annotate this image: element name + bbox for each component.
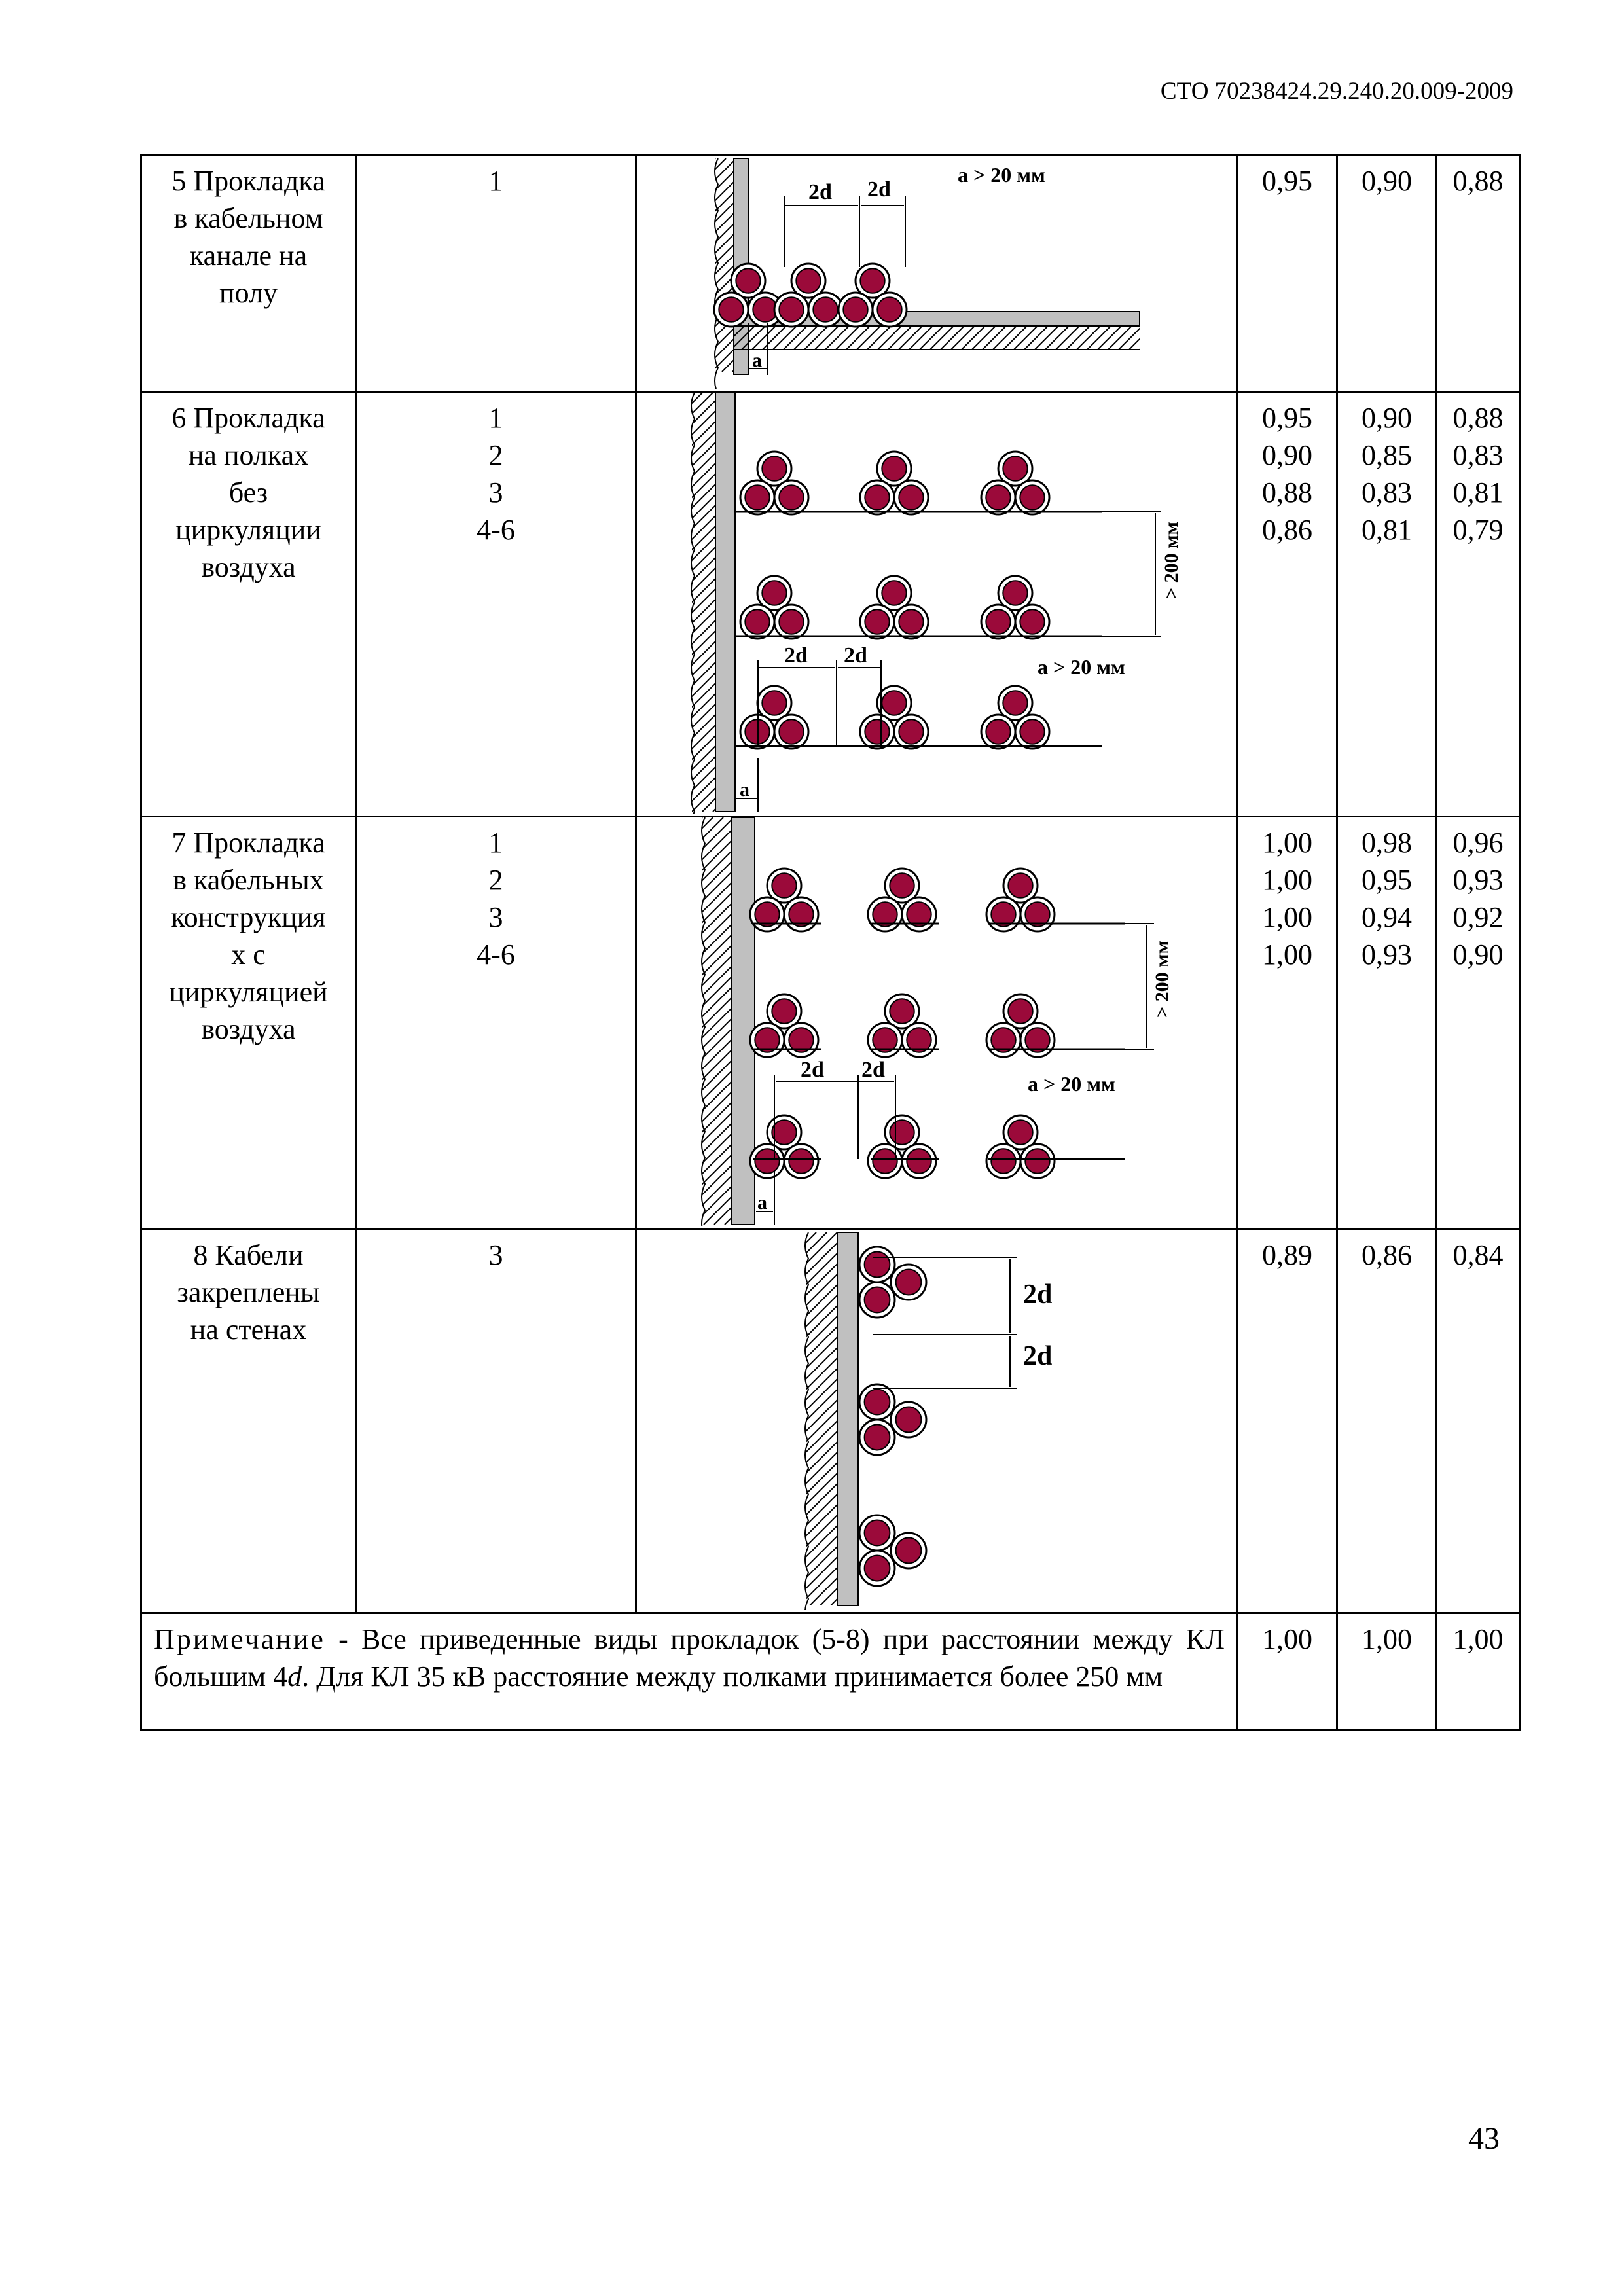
two-d-label: 2d (808, 180, 832, 204)
floor-hatch (710, 326, 1184, 350)
count-value: 2 (488, 864, 503, 896)
coef-value: 0,79 (1453, 514, 1504, 546)
coef-value: 0,96 (1453, 827, 1504, 859)
coef-value: 0,95 (1362, 864, 1412, 896)
count-value: 3 (488, 476, 503, 509)
two-d-label: 2d (784, 643, 808, 668)
gap-min-label: a > 20 мм (958, 163, 1045, 187)
note-italic: d (287, 1660, 302, 1693)
table-row-8 (141, 1229, 1520, 1613)
coef-col-2 (1337, 1613, 1437, 1730)
count-cell (356, 392, 636, 817)
cable-trefoil (986, 869, 1055, 931)
wall-cable-group (859, 1384, 926, 1455)
cable-trefoil (860, 686, 928, 749)
cable-trefoil (981, 452, 1049, 514)
coef-col-2 (1337, 392, 1437, 817)
gap-a-label: a (752, 350, 762, 371)
method-text: в кабельных (173, 864, 324, 896)
coef-value: 0,86 (1362, 1239, 1412, 1271)
coef-value: 0,81 (1362, 514, 1412, 546)
two-d-label: 2d (867, 177, 891, 202)
method-text: 7 Прокладка (171, 827, 325, 859)
wall-hatch (637, 158, 1155, 389)
note-cell (141, 1613, 1238, 1730)
cable-trefoil (860, 576, 928, 639)
method-text: циркуляцией (169, 976, 328, 1008)
diagram-cell (636, 392, 1238, 817)
coef-value: 0,88 (1262, 476, 1312, 509)
coef-col-3 (1437, 1229, 1520, 1613)
document-code: СТО 70238424.29.240.20.009-2009 (1160, 78, 1513, 105)
derating-table (140, 154, 1521, 1731)
count-value: 3 (488, 1239, 503, 1271)
method-text: циркуляции (175, 514, 321, 546)
cable-trefoil (981, 576, 1049, 639)
cable-trefoils (740, 686, 1049, 749)
coef-value: 0,90 (1453, 939, 1504, 971)
coef-value: 0,88 (1453, 402, 1504, 434)
cable-trefoils (714, 264, 907, 327)
cable-trefoil (986, 1115, 1055, 1178)
cable-trefoil (868, 1115, 936, 1178)
note-label: Примечание (154, 1623, 325, 1655)
page-number: 43 (1468, 2121, 1500, 2156)
method-text: х с (231, 939, 266, 971)
count-value: 3 (488, 901, 503, 933)
coef-col-3 (1437, 1613, 1520, 1730)
coef-col-1 (1238, 1229, 1337, 1613)
coef-value: 1,00 (1453, 1623, 1504, 1655)
note-row (141, 1613, 1520, 1730)
coef-col-2 (1337, 1229, 1437, 1613)
coef-value: 0,83 (1362, 476, 1412, 509)
cable-trefoils (740, 452, 1049, 514)
coef-value: 1,00 (1262, 939, 1312, 971)
method-text: конструкция (171, 901, 326, 933)
cable-trefoil (868, 869, 936, 931)
two-d-label: 2d (1023, 1280, 1053, 1310)
cable-trefoils (750, 869, 1055, 931)
count-value: 2 (488, 439, 503, 471)
shelves-with-circulation-diagram (637, 817, 1236, 1226)
method-text: 5 Прокладка (171, 165, 325, 197)
diagram-cell (636, 1229, 1238, 1613)
method-text: на стенах (190, 1314, 307, 1346)
diagram-cell (636, 817, 1238, 1229)
method-text: полу (219, 277, 278, 309)
coef-value: 1,00 (1362, 1623, 1412, 1655)
coef-value: 1,00 (1262, 864, 1312, 896)
note-text: . Для КЛ 35 кВ расстояние между полками принимается более 250 мм (302, 1660, 1163, 1693)
coef-value: 0,95 (1262, 165, 1312, 197)
coef-value: 0,98 (1362, 827, 1412, 859)
gap-a-label: a (757, 1192, 767, 1213)
coef-value: 1,00 (1262, 901, 1312, 933)
note-text: - Все приведенные виды прокладок (5-8) при расстоянии между КЛ большим 4 (154, 1623, 1225, 1693)
coef-col-1 (1238, 392, 1337, 817)
coef-value: 0,86 (1262, 514, 1312, 546)
method-text: 8 Кабели (193, 1239, 304, 1271)
cable-trefoil (981, 686, 1049, 749)
cable-trefoil (740, 452, 808, 514)
count-value: 1 (488, 165, 503, 197)
count-cell (356, 817, 636, 1229)
coef-value: 0,93 (1362, 939, 1412, 971)
two-d-label: 2d (801, 1058, 824, 1082)
coef-col-1 (1238, 1613, 1337, 1730)
coef-value: 1,00 (1262, 827, 1312, 859)
cable-trefoils (750, 1115, 1055, 1178)
cable-trefoil (740, 686, 808, 749)
count-value: 1 (488, 827, 503, 859)
shelves-no-circulation-diagram (637, 393, 1236, 814)
coef-value: 0,83 (1453, 439, 1504, 471)
cable-trefoil (750, 994, 818, 1057)
floor-channel-diagram (637, 156, 1236, 389)
cable-trefoil (750, 869, 818, 931)
method-text: закреплены (177, 1276, 320, 1308)
method-text: без (228, 476, 268, 509)
wall-mounted-diagram (637, 1230, 1236, 1610)
count-value: 4-6 (477, 514, 515, 546)
coef-col-1 (1238, 817, 1337, 1229)
coef-value: 0,81 (1453, 476, 1504, 509)
coef-col-2 (1337, 155, 1437, 392)
laying-method-cell (141, 1229, 356, 1613)
coef-col-3 (1437, 155, 1520, 392)
diagram-cell (636, 155, 1238, 392)
method-text: на полках (188, 439, 309, 471)
count-cell (356, 155, 636, 392)
coef-value: 0,90 (1362, 165, 1412, 197)
coef-value: 0,94 (1362, 901, 1412, 933)
table-row-5 (141, 155, 1520, 392)
coef-value: 1,00 (1262, 1623, 1312, 1655)
method-text: воздуха (201, 1013, 296, 1045)
two-d-label: 2d (1023, 1341, 1053, 1371)
method-text: 6 Прокладка (171, 402, 325, 434)
coef-value: 0,92 (1453, 901, 1504, 933)
count-value: 4-6 (477, 939, 515, 971)
gap-min-label: a > 20 мм (1028, 1072, 1115, 1096)
shelf-gap-label: > 200 мм (1161, 522, 1182, 599)
coef-value: 0,93 (1453, 864, 1504, 896)
coef-value: 0,90 (1262, 439, 1312, 471)
laying-method-cell (141, 392, 356, 817)
coef-value: 0,89 (1262, 1239, 1312, 1271)
cable-trefoils (750, 994, 1055, 1057)
table-row-7 (141, 817, 1520, 1229)
two-d-label: 2d (844, 643, 867, 668)
coef-value: 0,90 (1362, 402, 1412, 434)
cable-trefoil (750, 1115, 818, 1178)
method-text: в кабельном (173, 202, 323, 234)
coef-col-3 (1437, 392, 1520, 817)
cable-trefoil (868, 994, 936, 1057)
shelf-gap-label: > 200 мм (1151, 941, 1173, 1018)
method-text: канале на (189, 240, 308, 272)
method-text: воздуха (201, 551, 296, 583)
table-row-6 (141, 392, 1520, 817)
coef-col-3 (1437, 817, 1520, 1229)
cable-trefoil (740, 576, 808, 639)
two-d-label: 2d (861, 1058, 885, 1082)
coef-col-1 (1238, 155, 1337, 392)
cable-trefoil (986, 994, 1055, 1057)
gap-min-label: a > 20 мм (1038, 655, 1125, 679)
coef-value: 0,88 (1453, 165, 1504, 197)
coef-value: 0,85 (1362, 439, 1412, 471)
coef-value: 0,84 (1453, 1239, 1504, 1271)
count-value: 1 (488, 402, 503, 434)
wall-cable-group (859, 1515, 926, 1586)
count-cell (356, 1229, 636, 1613)
cable-trefoils (740, 576, 1049, 639)
laying-method-cell (141, 155, 356, 392)
wall-hatch (637, 1232, 1236, 1610)
laying-method-cell (141, 817, 356, 1229)
gap-a-label: a (740, 779, 749, 800)
cable-trefoil (860, 452, 928, 514)
coef-col-2 (1337, 817, 1437, 1229)
coef-value: 0,95 (1262, 402, 1312, 434)
